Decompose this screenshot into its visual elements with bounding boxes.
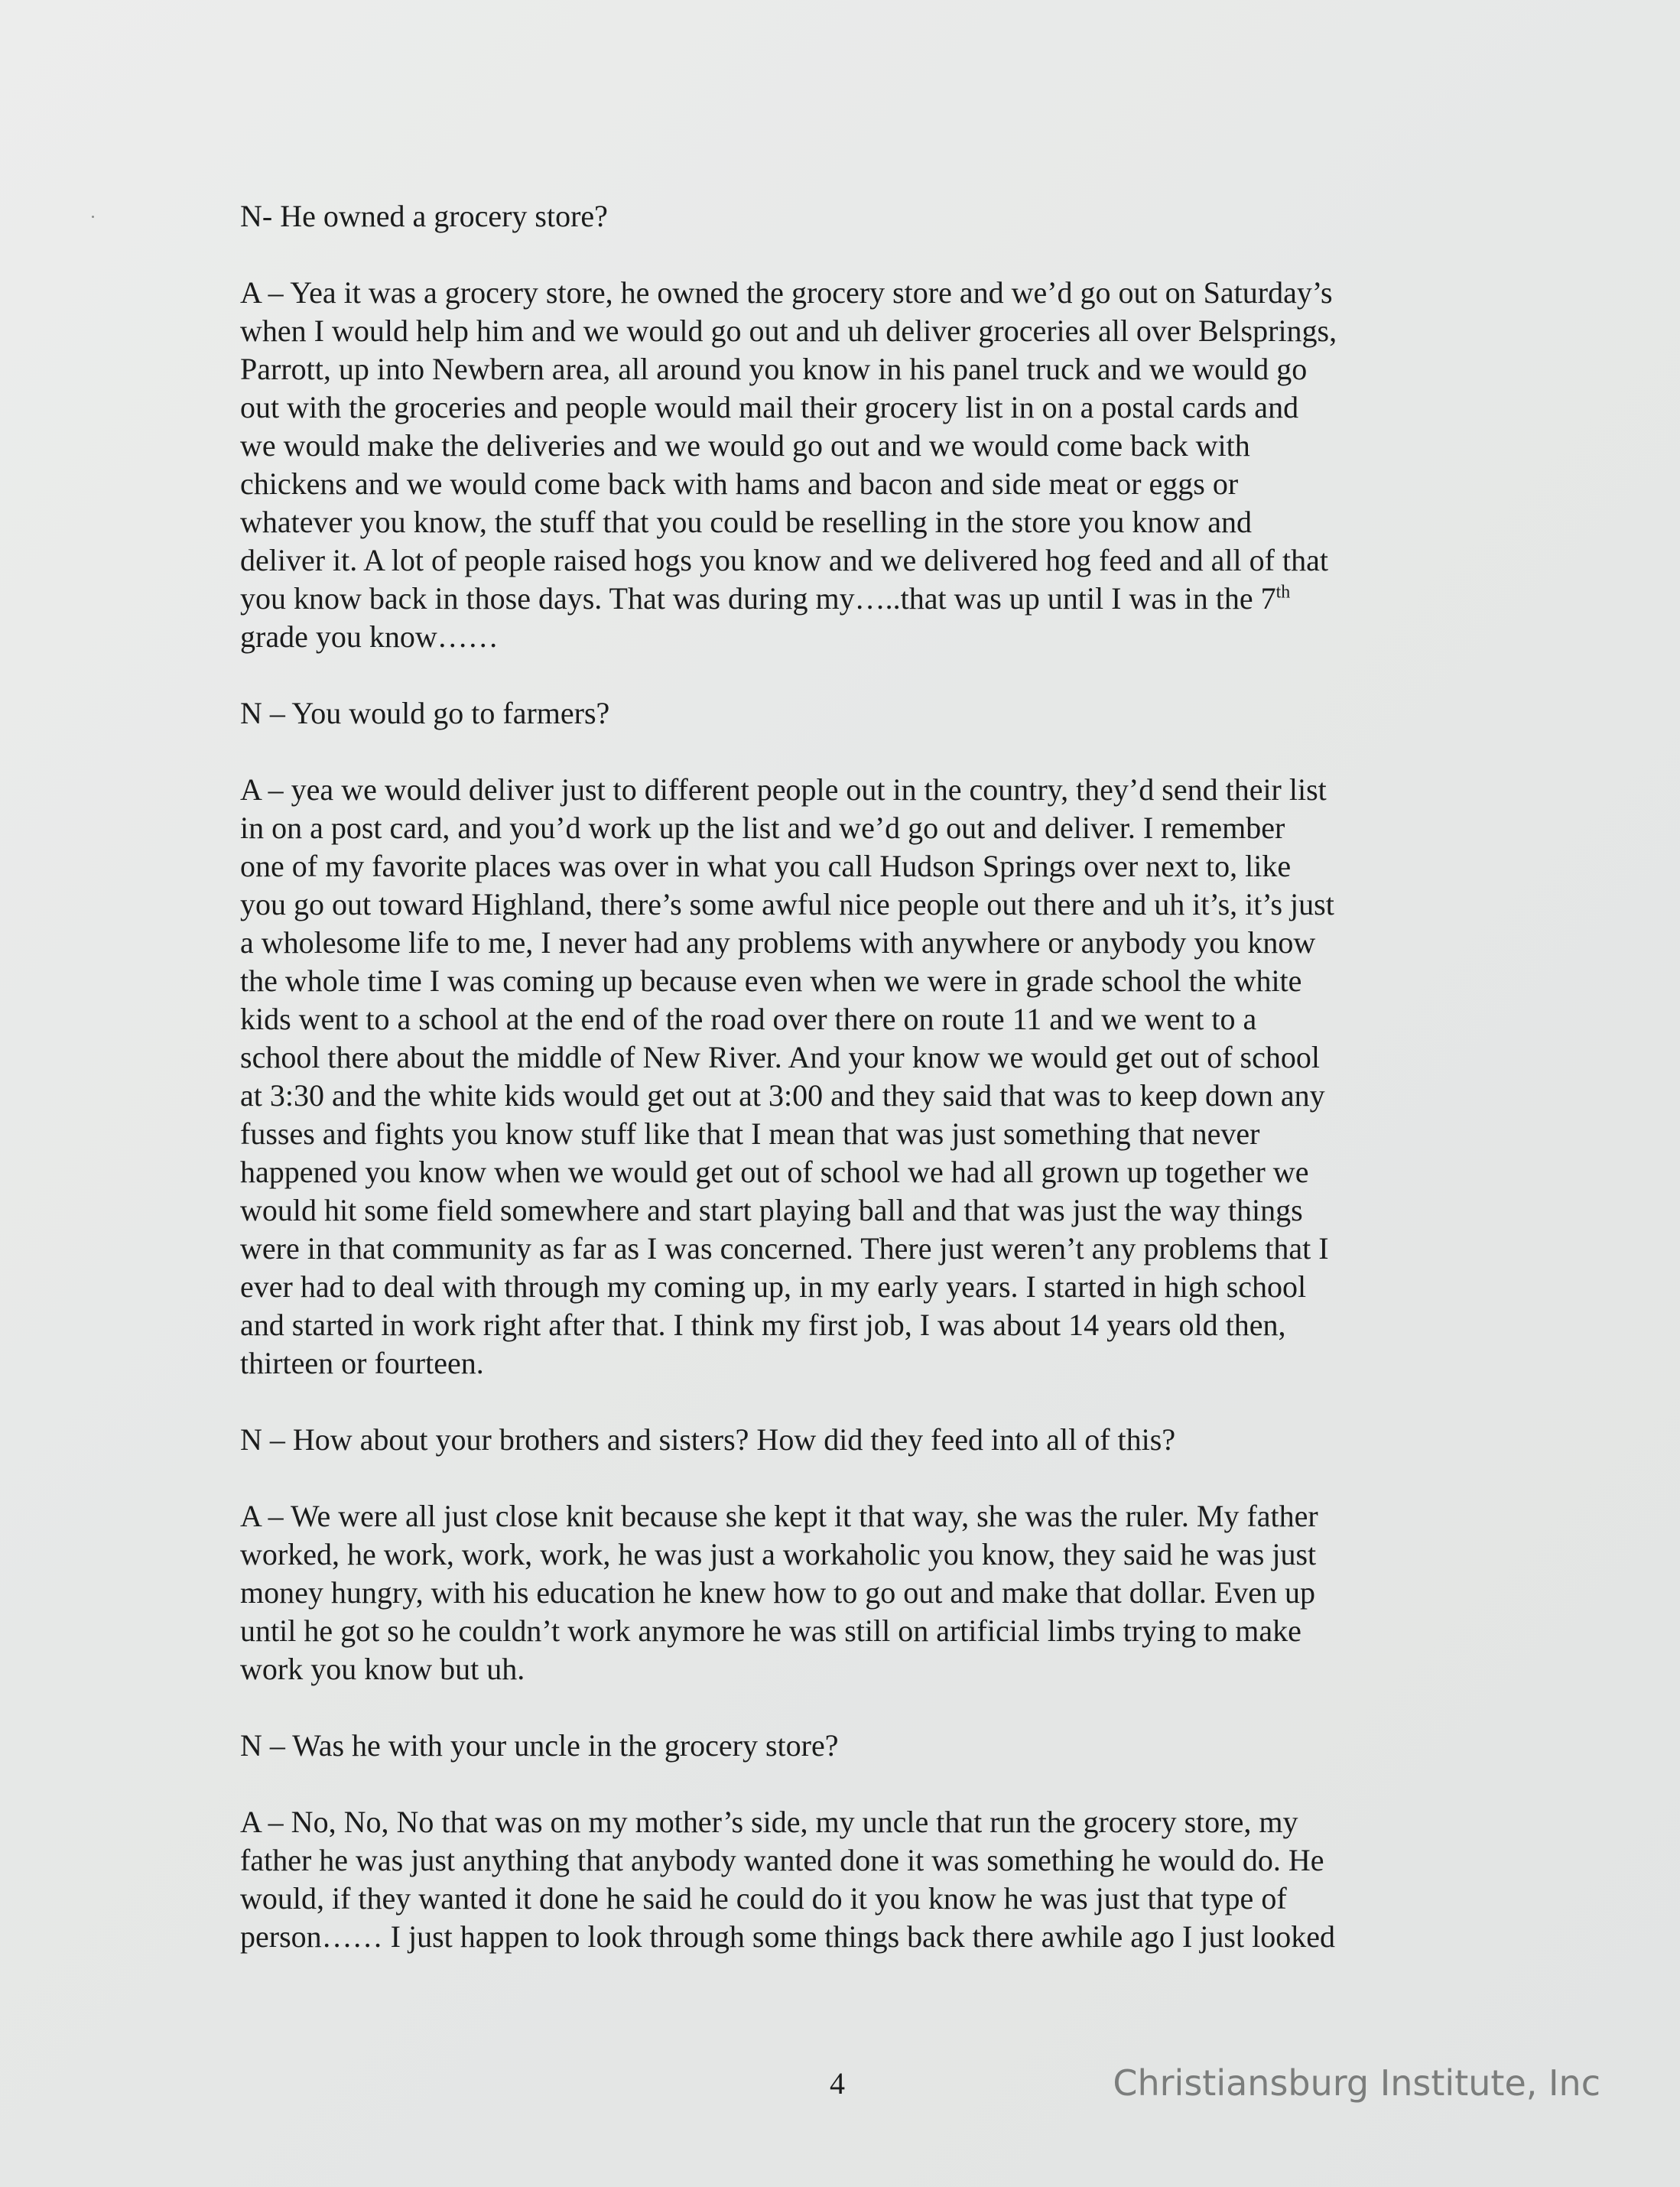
paragraph-question-3: N – How about your brothers and sisters? How did they feed into all of this?	[240, 1422, 1176, 1457]
superscript-th: th	[1275, 582, 1291, 603]
paragraph-question-2: N – You would go to farmers?	[240, 696, 610, 730]
paragraph-answer-4: A – No, No, No that was on my mother’s side, my uncle that run the grocery store, my father he was just anything that anybody wanted done it was something he would do. He would, if they wanted it done he said he could do it you know he was just that type of person…… I just happen to look through some things back there awhile ago I just looked	[240, 1805, 1335, 1954]
answer-1-text: A – Yea it was a grocery store, he owned the grocery store and we’d go out on Saturday’s when I would help him and we would go out and uh deliver groceries all over Belsprings, Parrott, up into Newbern area, all around you know in his panel truck and we would go out with the groceries and people would mail their grocery list in on a postal cards and we would make the deliveries and we would go out and we would come back with chickens and we would come back with hams and bacon and side meat or eggs or whatever you know, the stuff that you could be reselling in the store you know and deliver it. A lot of people raised hogs you know and we delivered hog feed and all of that you know back in those days. That was during my…..that was up until I was in the 7	[240, 275, 1337, 616]
paragraph-answer-1	[240, 274, 1433, 656]
paragraph-question-1: N- He owned a grocery store?	[240, 199, 608, 233]
page-number: 4	[830, 2066, 845, 2101]
paragraph-answer-2: A – yea we would deliver just to different people out in the country, they’d send their list in on a post card, and you’d work up the list and we’d go out and deliver. I remember one of my favorite places was over in what you call Hudson Springs over next to, like you go out toward Highland, there’s some awful nice people out there and uh it’s, it’s just a wholesome life to me, I never had any problems with anywhere or anybody you know the whole time I was coming up because even when we were in grade school the white kids went to a school at the end of the road over there on route 11 and we went to a school there about the middle of New River. And your know we would get out of school at 3:30 and the white kids would get out at 3:00 and they said that was to keep down any fusses and fights you know stuff like that I mean that was just something that never happened you know when we would get out of school we had all grown up together we would hit some field somewhere and start playing ball and that was just the way things were in that community as far as I was concerned. There just weren’t any problems that I ever had to deal with through my coming up, in my early years. I started in high school and started in work right after that. I think my first job, I was about 14 years old then, thirteen or fourteen.	[240, 772, 1334, 1380]
transcript-body	[240, 197, 1433, 1994]
paragraph-question-4: N – Was he with your uncle in the grocery store?	[240, 1728, 839, 1763]
watermark-text: Christiansburg Institute, Inc	[1113, 2062, 1600, 2104]
paper-speck	[92, 216, 94, 218]
paragraph-answer-3: A – We were all just close knit because she kept it that way, she was the ruler. My father worked, he work, work, work, he was just a workaholic you know, they said he was just money hungry, with his education he knew how to go out and make that dollar. Even up until he got so he couldn’t work anymore he was still on artificial limbs trying to make work you know but uh.	[240, 1499, 1318, 1686]
answer-1-text-end: grade you know……	[240, 619, 499, 654]
